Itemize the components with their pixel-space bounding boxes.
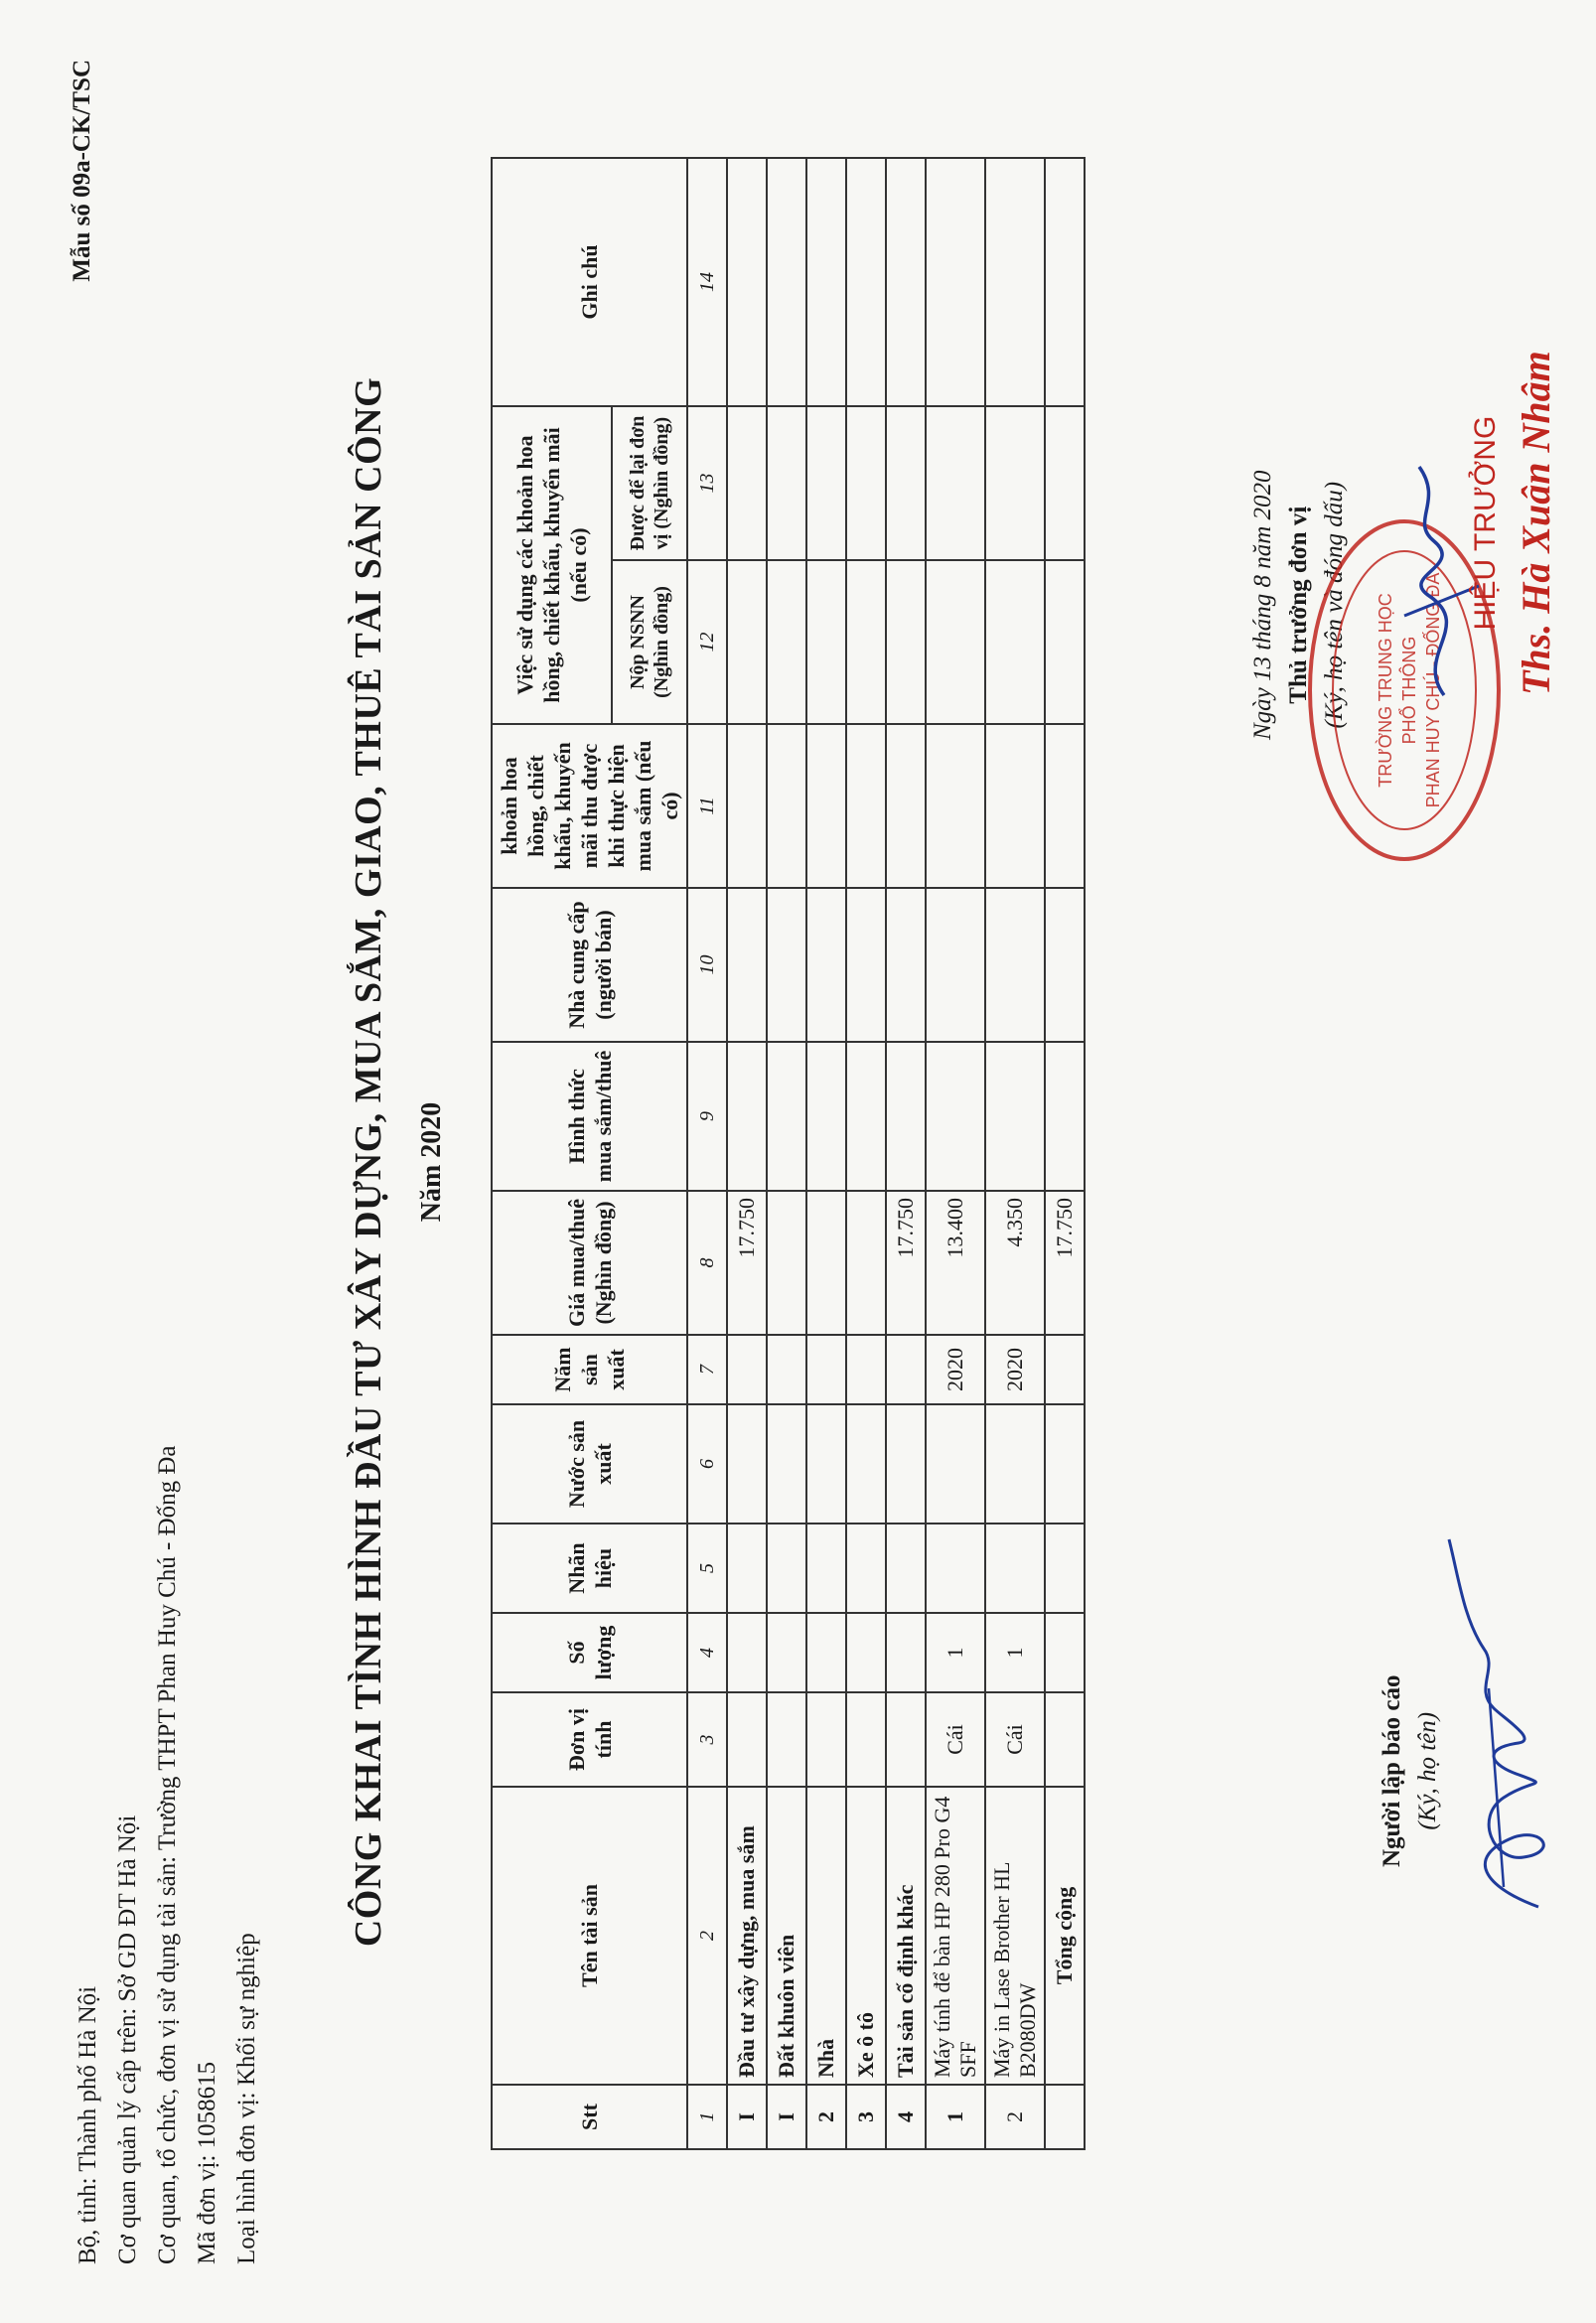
index-cell: 3 — [687, 1692, 727, 1787]
cell-price — [806, 1191, 846, 1335]
cell-nsnn — [727, 560, 767, 724]
cell-price: 17.750 — [727, 1191, 767, 1335]
header-price: Giá mua/thuê (Nghìn đồng) — [492, 1191, 687, 1335]
cell-form — [985, 1042, 1045, 1191]
head-note: (Ký, họ tên và đóng dấu) — [1320, 481, 1348, 729]
cell-note — [806, 158, 846, 406]
header-stt: Stt — [492, 2085, 687, 2149]
cell-year — [1045, 1335, 1085, 1404]
cell-keep — [846, 406, 886, 560]
cell-name: Đất khuôn viên — [767, 1787, 806, 2085]
form-code: Mẫu số 09a-CK/TSC — [68, 59, 95, 282]
cell-stt: 4 — [886, 2085, 926, 2149]
cell-discount — [886, 724, 926, 888]
cell-discount — [767, 724, 806, 888]
cell-note — [846, 158, 886, 406]
cell-qty — [886, 1613, 926, 1692]
header-unit: Đơn vị tính — [492, 1692, 687, 1787]
index-cell: 13 — [687, 406, 727, 560]
header-note: Ghi chú — [492, 158, 687, 406]
cell-supplier — [806, 888, 846, 1042]
cell-supplier — [1045, 888, 1085, 1042]
cell-name: Đầu tư xây dựng, mua sắm — [727, 1787, 767, 2085]
cell-price — [767, 1191, 806, 1335]
page-title: CÔNG KHAI TÌNH HÌNH ĐẦU TƯ XÂY DỰNG, MUA SẮM, GIAO, THUÊ TÀI SẢN CÔNG — [347, 376, 389, 1947]
header-brand: Nhãn hiệu — [492, 1524, 687, 1613]
cell-supplier — [846, 888, 886, 1042]
head-title: Thủ trưởng đơn vị — [1284, 506, 1312, 704]
cell-country — [727, 1404, 767, 1524]
cell-country — [846, 1404, 886, 1524]
cell-price — [846, 1191, 886, 1335]
cell-form — [886, 1042, 926, 1191]
asset-table — [491, 157, 1086, 2150]
cell-supplier — [767, 888, 806, 1042]
cell-keep — [727, 406, 767, 560]
cell-qty — [767, 1613, 806, 1692]
cell-supplier — [886, 888, 926, 1042]
preparer-signature-block — [1375, 1674, 1446, 1866]
cell-year — [806, 1335, 846, 1404]
index-cell: 10 — [687, 888, 727, 1042]
table-row — [767, 158, 806, 2149]
cell-qty: 1 — [926, 1613, 985, 1692]
cell-keep — [1045, 406, 1085, 560]
director-block — [1469, 351, 1559, 695]
index-cell: 9 — [687, 1042, 727, 1191]
unit-type-line: Loại hình đơn vị: Khối sự nghiệp — [232, 1932, 260, 2264]
cell-qty — [846, 1613, 886, 1692]
cell-note — [1045, 158, 1085, 406]
cell-year — [767, 1335, 806, 1404]
cell-discount — [926, 724, 985, 888]
cell-unit — [727, 1692, 767, 1787]
cell-discount — [1045, 724, 1085, 888]
cell-stt: I — [767, 2085, 806, 2149]
cell-form — [1045, 1042, 1085, 1191]
header-usage-nsnn: Nộp NSNN (Nghìn đồng) — [611, 560, 686, 724]
unit-code-line: Mã đơn vị: 1058615 — [193, 2061, 220, 2264]
cell-form — [727, 1042, 767, 1191]
cell-brand — [1045, 1524, 1085, 1613]
cell-nsnn — [846, 560, 886, 724]
cell-unit — [846, 1692, 886, 1787]
cell-stt: 3 — [846, 2085, 886, 2149]
preparer-note: (Ký, họ tên) — [1413, 1711, 1441, 1830]
header-country: Nước sản xuất — [492, 1404, 687, 1524]
cell-price: 4.350 — [985, 1191, 1045, 1335]
cell-brand — [727, 1524, 767, 1613]
cell-brand — [767, 1524, 806, 1613]
cell-form — [926, 1042, 985, 1191]
cell-qty — [806, 1613, 846, 1692]
cell-unit — [1045, 1692, 1085, 1787]
index-cell: 5 — [687, 1524, 727, 1613]
cell-nsnn — [1045, 560, 1085, 724]
cell-brand — [926, 1524, 985, 1613]
index-cell: 2 — [687, 1787, 727, 2085]
cell-brand — [806, 1524, 846, 1613]
cell-name: Máy in Lase Brother HL B2080DW — [985, 1787, 1045, 2085]
cell-note — [985, 158, 1045, 406]
cell-nsnn — [985, 560, 1045, 724]
svg-text:PHAN HUY CHÚ - ĐỐNG ĐA: PHAN HUY CHÚ - ĐỐNG ĐA — [1422, 572, 1443, 807]
table-row — [985, 158, 1045, 2149]
cell-name: Tài sản cố định khác — [886, 1787, 926, 2085]
header-usage-group: Việc sử dụng các khoản hoa hồng, chiết khấu, khuyến mãi (nếu có) — [492, 406, 612, 724]
cell-note — [767, 158, 806, 406]
cell-nsnn — [767, 560, 806, 724]
document-header — [69, 1445, 267, 2264]
cell-stt: 2 — [806, 2085, 846, 2149]
table-row — [806, 158, 846, 2149]
header-usage-keep: Được để lại đơn vị (Nghìn đồng) — [611, 406, 686, 560]
cell-unit — [886, 1692, 926, 1787]
cell-stt: 1 — [926, 2085, 985, 2149]
cell-keep — [886, 406, 926, 560]
cell-country — [1045, 1404, 1085, 1524]
svg-text:PHỔ THÔNG: PHỔ THÔNG — [1398, 636, 1419, 744]
cell-country — [806, 1404, 846, 1524]
cell-price: 17.750 — [1045, 1191, 1085, 1335]
cell-country — [886, 1404, 926, 1524]
director-name: Ths. Hà Xuân Nhâm — [1513, 350, 1558, 695]
signing-date: Ngày 13 tháng 8 năm 2020 — [1248, 469, 1276, 740]
table-row — [727, 158, 767, 2149]
cell-nsnn — [886, 560, 926, 724]
header-discount: khoản hoa hồng, chiết khấu, khuyến mãi thu được khi thực hiện mua sắm (nếu có) — [492, 724, 687, 888]
index-cell: 1 — [687, 2085, 727, 2149]
cell-nsnn — [926, 560, 985, 724]
index-cell: 8 — [687, 1191, 727, 1335]
cell-discount — [846, 724, 886, 888]
director-role: HIỆU TRƯỞNG — [1468, 415, 1502, 631]
cell-price: 13.400 — [926, 1191, 985, 1335]
index-cell: 6 — [687, 1404, 727, 1524]
cell-name: Máy tính để bàn HP 280 Pro G4 SFF — [926, 1787, 985, 2085]
cell-supplier — [926, 888, 985, 1042]
cell-qty — [1045, 1613, 1085, 1692]
index-cell: 11 — [687, 724, 727, 888]
cell-qty — [727, 1613, 767, 1692]
header-asset-name: Tên tài sản — [492, 1787, 687, 2085]
report-year: Năm 2020 — [415, 1101, 447, 1222]
cell-supplier — [727, 888, 767, 1042]
preparer-title: Người lập báo cáo — [1378, 1674, 1405, 1867]
parent-agency-line: Cơ quan quản lý cấp trên: Sở GD ĐT Hà Nội — [113, 1815, 141, 2264]
table-row — [846, 158, 886, 2149]
cell-form — [767, 1042, 806, 1191]
column-index-row — [687, 158, 727, 2149]
cell-unit — [806, 1692, 846, 1787]
cell-note — [926, 158, 985, 406]
cell-stt: I — [727, 2085, 767, 2149]
cell-price: 17.750 — [886, 1191, 926, 1335]
cell-name: Xe ô tô — [846, 1787, 886, 2085]
cell-unit: Cái — [985, 1692, 1045, 1787]
table-row-total — [1045, 158, 1085, 2149]
cell-discount — [806, 724, 846, 888]
cell-form — [806, 1042, 846, 1191]
cell-country — [985, 1404, 1045, 1524]
cell-stt — [1045, 2085, 1085, 2149]
cell-discount — [985, 724, 1045, 888]
index-cell: 7 — [687, 1335, 727, 1404]
cell-year — [727, 1335, 767, 1404]
cell-brand — [985, 1524, 1045, 1613]
cell-year — [846, 1335, 886, 1404]
cell-country — [767, 1404, 806, 1524]
cell-keep — [926, 406, 985, 560]
cell-keep — [985, 406, 1045, 560]
preparer-signature — [1444, 1529, 1573, 1947]
cell-note — [886, 158, 926, 406]
cell-unit — [767, 1692, 806, 1787]
cell-year: 2020 — [985, 1335, 1045, 1404]
cell-year — [886, 1335, 926, 1404]
cell-qty: 1 — [985, 1613, 1045, 1692]
cell-name: Nhà — [806, 1787, 846, 2085]
index-cell: 14 — [687, 158, 727, 406]
table-row — [886, 158, 926, 2149]
cell-discount — [727, 724, 767, 888]
cell-brand — [846, 1524, 886, 1613]
cell-keep — [806, 406, 846, 560]
index-cell: 12 — [687, 560, 727, 724]
cell-nsnn — [806, 560, 846, 724]
header-year-made: Năm sản xuất — [492, 1335, 687, 1404]
cell-year: 2020 — [926, 1335, 985, 1404]
cell-keep — [767, 406, 806, 560]
document-sheet — [24, 20, 1573, 2304]
svg-text:TRƯỜNG TRUNG HỌC: TRƯỜNG TRUNG HỌC — [1375, 592, 1395, 788]
cell-note — [727, 158, 767, 406]
header-form: Hình thức mua sắm/thuê — [492, 1042, 687, 1191]
cell-form — [846, 1042, 886, 1191]
cell-brand — [886, 1524, 926, 1613]
ministry-line: Bộ, tỉnh: Thành phố Hà Nội — [73, 1985, 101, 2264]
header-supplier: Nhà cung cấp (người bán) — [492, 888, 687, 1042]
user-unit-line: Cơ quan, tổ chức, đơn vị sử dụng tài sản: Trường THPT Phan Huy Chú - Đống Đa — [153, 1444, 181, 2264]
header-quantity: Số lượng — [492, 1613, 687, 1692]
cell-stt: 2 — [985, 2085, 1045, 2149]
cell-unit: Cái — [926, 1692, 985, 1787]
table-row — [926, 158, 985, 2149]
cell-country — [926, 1404, 985, 1524]
index-cell: 4 — [687, 1613, 727, 1692]
cell-supplier — [985, 888, 1045, 1042]
cell-name: Tổng cộng — [1045, 1787, 1085, 2085]
